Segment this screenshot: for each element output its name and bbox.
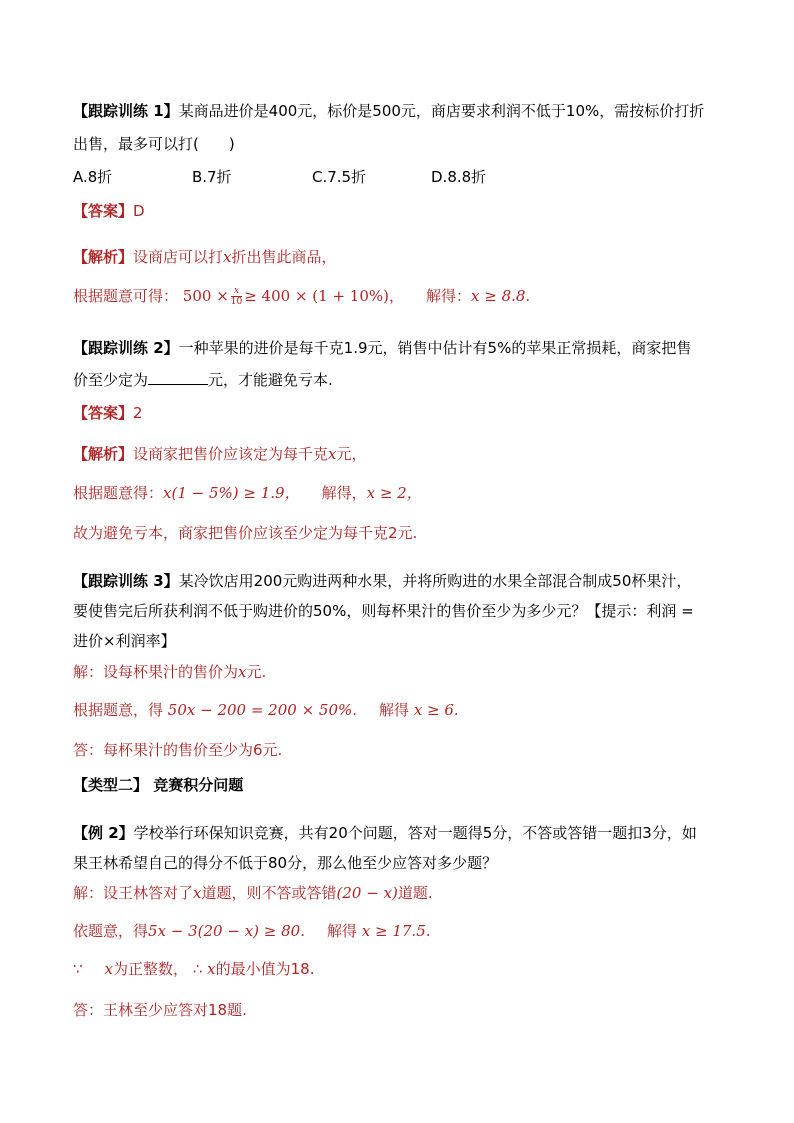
example-2-line-1 bbox=[73, 822, 697, 844]
example-2-conclusion: 答：王林至少应答对18题. bbox=[73, 1001, 247, 1019]
equation: x(1 − 5%) ≥ 1.9， bbox=[163, 484, 300, 502]
option-a: A.8折 bbox=[73, 168, 113, 186]
variable-x: x bbox=[238, 663, 247, 681]
solve-label: 解得 bbox=[326, 922, 357, 940]
solution-text: 解：设每杯果汁的售价为 bbox=[73, 663, 239, 681]
exercise-1-text-1: 某商品进价是400元，标价是500元，商店要求利润不低于10%，需按标价打折 bbox=[178, 102, 705, 120]
exercise-1-analysis-2 bbox=[73, 285, 530, 307]
fraction-numerator: x bbox=[231, 286, 242, 297]
variable-x: x bbox=[104, 960, 114, 978]
section-title: 竞赛积分问题 bbox=[153, 776, 244, 794]
equation: 50x − 200 = 200 × 50%. bbox=[167, 701, 358, 719]
exercise-3-conclusion: 答：每杯果汁的售价至少为6元. bbox=[73, 741, 283, 759]
option-b: B.7折 bbox=[192, 168, 232, 186]
answer-label: 【答案】 bbox=[73, 404, 134, 422]
exercise-2-line-1 bbox=[73, 337, 691, 359]
variable-x: x bbox=[207, 960, 216, 978]
solve-label: 解得： bbox=[425, 287, 471, 305]
analysis-text: 设商店可以打 bbox=[133, 248, 224, 266]
analysis-text: 元， bbox=[336, 445, 367, 463]
because-symbol: ∵ bbox=[73, 960, 83, 978]
analysis-text: 根据题意可得： bbox=[73, 287, 179, 305]
exercise-1-analysis-1 bbox=[73, 246, 337, 268]
result: x ≥ 2， bbox=[366, 484, 422, 502]
analysis-text: 折出售此商品， bbox=[231, 248, 337, 266]
exercise-1-tag: 【跟踪训练 1】 bbox=[73, 102, 179, 120]
exercise-2-line-2 bbox=[73, 368, 333, 391]
exercise-1-options bbox=[73, 166, 673, 188]
solve-label: 解得， bbox=[321, 484, 367, 502]
exercise-2-text-1: 一种苹果的进价是每千克1.9元，销售中估计有5%的苹果正常损耗，商家把售 bbox=[178, 339, 692, 357]
exercise-3-line-3: 进价×利润率】 bbox=[73, 632, 176, 650]
solution-text: 解：设王林答对了 bbox=[73, 884, 194, 902]
variable-x: x bbox=[328, 445, 337, 463]
fraction bbox=[231, 286, 242, 307]
example-2-solution-2 bbox=[73, 920, 431, 942]
option-d: D.8.8折 bbox=[431, 168, 487, 186]
analysis-label: 【解析】 bbox=[73, 248, 134, 266]
exercise-1-line-2: 出售，最多可以打( ) bbox=[73, 135, 235, 153]
equation-part: ≥ 400 × (1 + 10%)， bbox=[244, 287, 404, 305]
exercise-2-text-2b: 元，才能避免亏本. bbox=[208, 371, 333, 389]
equation-label: 依题意，得 bbox=[73, 922, 149, 940]
result: x ≥ 6. bbox=[413, 701, 459, 719]
exercise-3-solution-1 bbox=[73, 661, 266, 683]
example-2-solution-3 bbox=[73, 958, 314, 980]
solution-text: 为正整数， bbox=[113, 960, 189, 978]
answer-value: D bbox=[133, 202, 145, 220]
exercise-2-analysis-2 bbox=[73, 482, 422, 504]
equation: 5x − 3(20 − x) ≥ 80. bbox=[148, 922, 305, 940]
solution-text: 道题. bbox=[397, 884, 433, 902]
result: x ≥ 8.8. bbox=[471, 287, 531, 305]
fraction-denominator: 10 bbox=[230, 297, 243, 307]
option-c: C.7.5折 bbox=[312, 168, 367, 186]
exercise-3-text-1: 某冷饮店用200元购进两种水果，并将所购进的水果全部混合制成50杯果汁， bbox=[178, 572, 692, 590]
solution-text: 道题，则不答或答错 bbox=[201, 884, 337, 902]
variable-x: x bbox=[223, 248, 232, 266]
exercise-2-analysis-1 bbox=[73, 443, 367, 465]
analysis-text: 设商家把售价应该定为每千克 bbox=[133, 445, 329, 463]
example-2-tag: 【例 2】 bbox=[73, 824, 134, 842]
result: x ≥ 17.5. bbox=[361, 922, 431, 940]
example-2-text-1: 学校举行环保知识竞赛，共有20个问题，答对一题得5分，不答或答错一题扣3分，如 bbox=[133, 824, 697, 842]
section-tag: 【类型二】 bbox=[73, 776, 149, 794]
example-2-line-2: 果王林希望自己的得分不低于80分，那么他至少应答对多少题？ bbox=[73, 854, 498, 872]
exercise-2-text-2a: 价至少定为 bbox=[73, 371, 149, 389]
exercise-2-answer bbox=[73, 402, 143, 424]
equation-part: 500 × bbox=[182, 287, 229, 305]
expression: (20 − x) bbox=[336, 884, 398, 902]
analysis-label: 【解析】 bbox=[73, 445, 134, 463]
fill-blank bbox=[148, 368, 208, 385]
analysis-text: 根据题意得： bbox=[73, 484, 164, 502]
example-2-solution-1 bbox=[73, 882, 433, 904]
answer-value: 2 bbox=[133, 404, 143, 422]
answer-label: 【答案】 bbox=[73, 202, 134, 220]
exercise-1-line-1 bbox=[73, 100, 704, 122]
exercise-3-tag: 【跟踪训练 3】 bbox=[73, 572, 179, 590]
variable-x: x bbox=[193, 884, 202, 902]
exercise-2-conclusion: 故为避免亏本，商家把售价应该至少定为每千克2元. bbox=[73, 524, 418, 542]
equation-label: 根据题意，得 bbox=[73, 701, 164, 719]
exercise-2-tag: 【跟踪训练 2】 bbox=[73, 339, 179, 357]
solution-text: 元. bbox=[246, 663, 267, 681]
exercise-1-answer bbox=[73, 200, 145, 222]
exercise-3-solution-2 bbox=[73, 699, 459, 721]
exercise-3-line-1 bbox=[73, 570, 691, 592]
exercise-3-line-2: 要使售完后所获利润不低于购进价的50%，则每杯果汁的售价至少为多少元？【提示：利润 = bbox=[73, 602, 694, 620]
therefore-symbol: ∴ bbox=[192, 960, 203, 978]
solution-text: 的最小值为18. bbox=[215, 960, 315, 978]
solve-label: 解得 bbox=[379, 701, 410, 719]
section-heading bbox=[73, 774, 243, 796]
